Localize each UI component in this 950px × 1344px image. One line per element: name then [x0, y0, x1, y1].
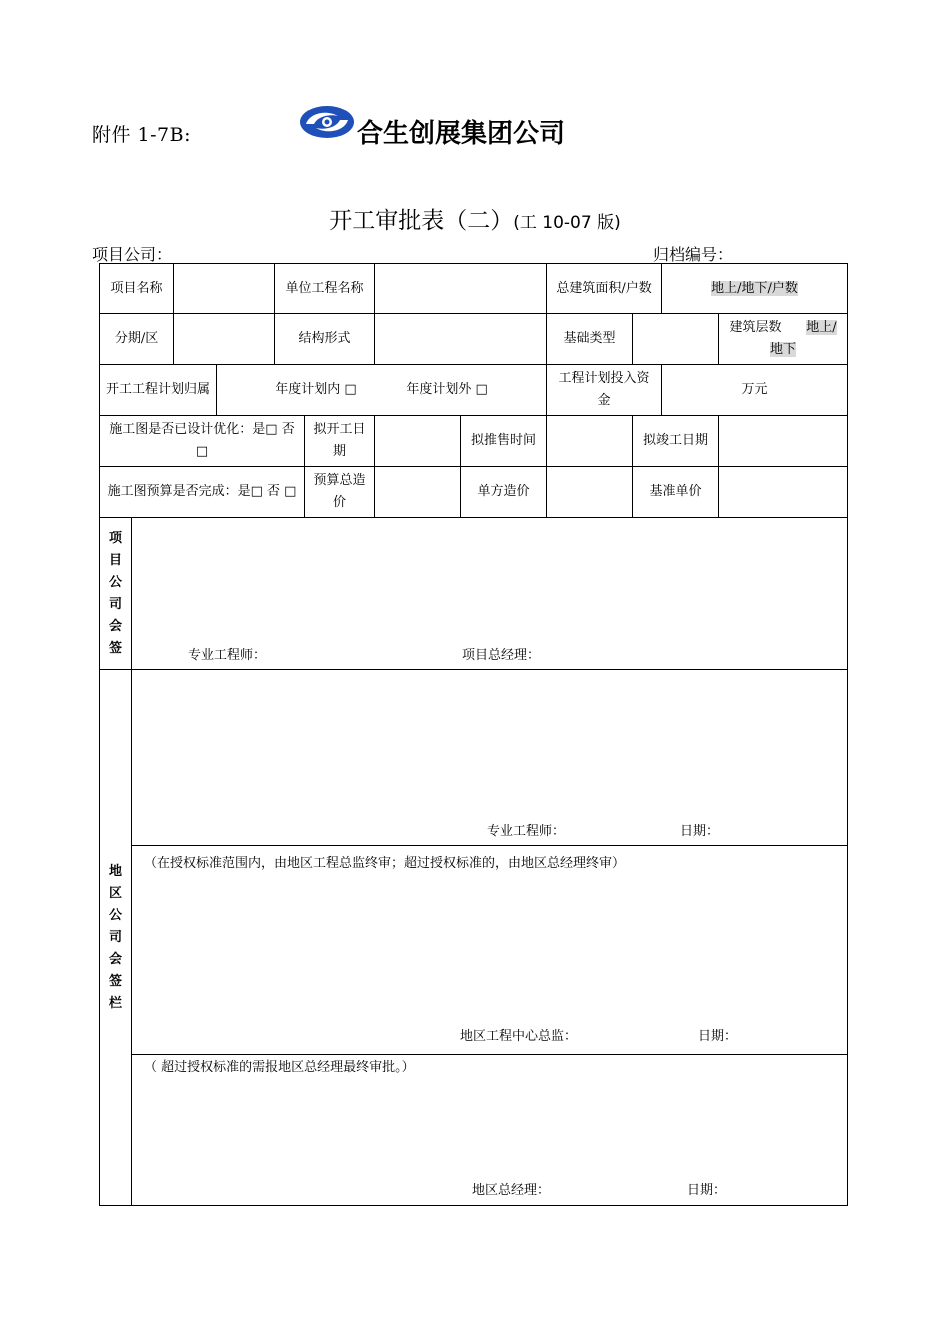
total-cost-value[interactable]	[375, 467, 461, 518]
region-engineer-label: 专业工程师：	[487, 824, 566, 839]
structure-value[interactable]	[375, 314, 547, 365]
plan-options[interactable]	[217, 365, 547, 416]
investment-label: 工程计划投入资金	[547, 365, 662, 416]
region-sign-area-3[interactable]	[132, 1055, 848, 1206]
company-logo-icon	[298, 104, 356, 140]
region-engineer-date-label: 日期：	[680, 824, 720, 839]
project-sign-area[interactable]	[132, 518, 848, 670]
region-director-label: 地区工程中心总监：	[460, 1029, 578, 1044]
region-gm-date-label: 日期：	[687, 1183, 727, 1198]
row-plan	[100, 365, 848, 416]
finish-date-label: 拟竣工日期	[633, 416, 719, 467]
total-area-value[interactable]	[662, 264, 848, 314]
budget-done-question[interactable]: 施工图预算是否完成：是□ 否 □	[100, 467, 305, 518]
project-engineer-label: 专业工程师：	[188, 648, 267, 663]
total-area-label: 总建筑面积/户数	[547, 264, 662, 314]
foundation-value[interactable]	[633, 314, 719, 365]
foundation-label: 基础类型	[547, 314, 633, 365]
floors-cell	[719, 314, 848, 365]
floors-hint: 地上/地下	[770, 320, 837, 357]
project-name-label: 项目名称	[100, 264, 174, 314]
investment-unit: 万元	[741, 382, 768, 397]
sale-date-label: 拟推售时间	[461, 416, 547, 467]
project-name-value[interactable]	[174, 264, 275, 314]
start-date-value[interactable]	[375, 416, 461, 467]
in-plan-checkbox[interactable]: 年度计划内 □	[275, 382, 357, 397]
title-version: (工 10-07 版)	[513, 213, 621, 233]
base-price-label: 基准单价	[633, 467, 719, 518]
row-region-sign-2	[100, 846, 848, 1055]
row-region-sign-3	[100, 1055, 848, 1206]
finish-date-value[interactable]	[719, 416, 848, 467]
plan-belong-label: 开工工程计划归属	[100, 365, 217, 416]
region-director-date-label: 日期：	[698, 1029, 738, 1044]
sale-date-value[interactable]	[547, 416, 633, 467]
approval-form-table	[99, 263, 848, 1206]
region-sign-label: 地 区 公 司 会 签 栏	[100, 670, 132, 1206]
floors-label: 建筑层数	[729, 320, 782, 335]
company-name: 合生创展集团公司	[357, 119, 566, 149]
gm-approval-note: （ 超过授权标准的需报地区总经理最终审批。）	[144, 1060, 415, 1075]
region-gm-label: 地区总经理：	[472, 1183, 551, 1198]
region-sign-area-1[interactable]	[132, 670, 848, 846]
row-project-sign	[100, 518, 848, 670]
row-region-sign-1	[100, 670, 848, 846]
project-company-label: 项目公司：	[92, 245, 173, 264]
project-sign-label: 项 目 公 司 会 签	[100, 518, 132, 670]
structure-label: 结构形式	[275, 314, 375, 365]
archive-number-label: 归档编号：	[653, 245, 734, 264]
design-optimized-question[interactable]: 施工图是否已设计优化：是□ 否□	[100, 416, 305, 467]
row-phase	[100, 314, 848, 365]
investment-value[interactable]	[662, 365, 848, 416]
out-plan-checkbox[interactable]: 年度计划外 □	[406, 382, 488, 397]
region-sign-area-2[interactable]	[132, 846, 848, 1055]
area-hint: 地上/地下/户数	[711, 280, 798, 296]
unit-cost-value[interactable]	[547, 467, 633, 518]
total-cost-label: 预算总造价	[305, 467, 375, 518]
base-price-value[interactable]	[719, 467, 848, 518]
row-project-info	[100, 264, 848, 314]
row-dates	[100, 416, 848, 467]
director-approval-note: （在授权标准范围内，由地区工程总监终审；超过授权标准的，由地区总经理终审）	[144, 856, 626, 871]
start-date-label: 拟开工日期	[305, 416, 375, 467]
title-main: 开工审批表（二）	[329, 208, 514, 234]
unit-cost-label: 单方造价	[461, 467, 547, 518]
row-budget	[100, 467, 848, 518]
phase-label: 分期/区	[100, 314, 174, 365]
unit-project-name-value[interactable]	[375, 264, 547, 314]
form-title	[0, 202, 950, 235]
project-manager-label: 项目总经理：	[462, 648, 541, 663]
unit-project-name-label: 单位工程名称	[275, 264, 375, 314]
attachment-label: 附件 1-7B:	[92, 124, 192, 146]
phase-value[interactable]	[174, 314, 275, 365]
